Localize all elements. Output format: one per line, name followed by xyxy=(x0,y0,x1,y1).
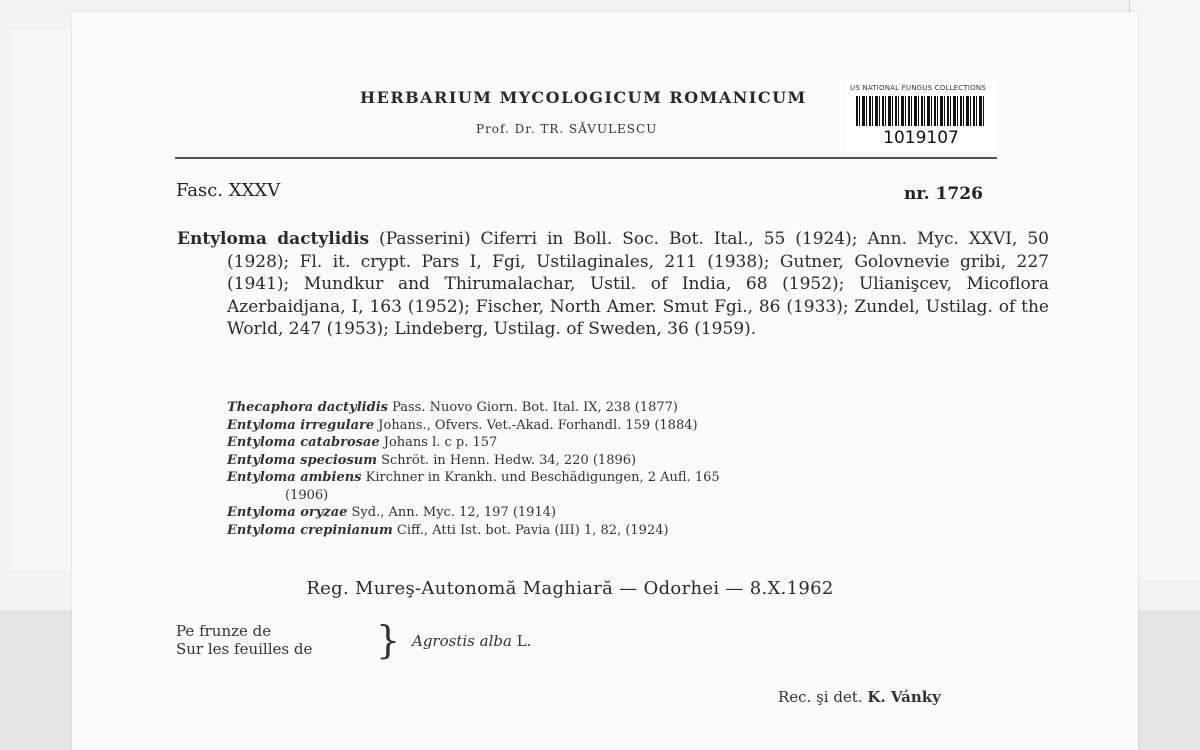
host-author: L. xyxy=(511,632,532,650)
synonym-list xyxy=(227,399,999,539)
synonym-reference: Ciff., Atti Ist. bot. Pavia (III) 1, 82, (1924) xyxy=(392,522,669,538)
synonym-item xyxy=(227,469,999,487)
synonym-item xyxy=(227,417,999,435)
main-entry xyxy=(177,228,1049,341)
synonym-item xyxy=(227,452,999,470)
synonym-item xyxy=(227,399,999,417)
synonym-name: Entyloma catabrosae xyxy=(227,435,380,450)
host-label-french: Sur les feuilles de xyxy=(176,640,313,658)
herbarium-director: Prof. Dr. TR. SĂVULESCU xyxy=(476,122,658,136)
header-divider xyxy=(175,157,997,159)
host-label-romanian: Pe frunze de xyxy=(176,622,272,640)
synonym-name: Thecaphora dactylidis xyxy=(227,400,388,415)
synonym-reference: Schröt. in Henn. Hedw. 34, 220 (1896) xyxy=(376,452,637,468)
host-block xyxy=(176,618,696,672)
synonym-reference: Syd., Ann. Myc. 12, 197 (1914) xyxy=(347,505,557,520)
fascicle-label: Fasc. XXXV xyxy=(176,180,281,201)
brace-icon: } xyxy=(376,618,401,662)
host-species: Agrostis alba xyxy=(412,632,512,650)
collection-locality: Reg. Mureş-Autonomă Maghiară — Odorhei — 8.X.1962 xyxy=(306,578,834,599)
synonym-reference: Johans., Ofvers. Vet.-Akad. Forhandl. 159 (1884) xyxy=(374,417,698,433)
synonym-continuation: (1906) xyxy=(285,487,329,503)
synonym-reference: Pass. Nuovo Giorn. Bot. Ital. IX, 238 (1877) xyxy=(387,400,678,415)
host-labels xyxy=(176,622,312,658)
barcode-icon xyxy=(856,96,986,126)
barcode-caption: US NATIONAL FUNGUS COLLECTIONS xyxy=(850,84,986,92)
collector-name: K. Vánky xyxy=(867,688,941,706)
synonym-name: Entyloma crepinianum xyxy=(227,522,393,538)
envelope-edge xyxy=(1129,0,1200,580)
collector-prefix: Rec. şi det. xyxy=(778,688,868,706)
synonym-name: Entyloma ambiens xyxy=(227,470,362,485)
synonym-reference: Kirchner in Krankh. und Beschädigungen, 2 Aufl. 165 xyxy=(361,470,720,485)
synonym-name: Entyloma irregulare xyxy=(227,417,375,433)
synonym-item xyxy=(227,522,999,540)
synonym-item xyxy=(227,504,999,522)
synonym-reference: Johans l. c p. 157 xyxy=(379,435,498,450)
synonym-name: Entyloma oryzae xyxy=(227,505,348,520)
species-name: Entyloma dactylidis xyxy=(177,229,370,249)
specimen-number: nr. 1726 xyxy=(904,184,983,204)
synonym-item xyxy=(227,434,999,452)
herbarium-title: HERBARIUM MYCOLOGICUM ROMANICUM xyxy=(360,88,807,107)
synonym-name: Entyloma speciosum xyxy=(227,452,377,468)
species-citation: (Passerini) Ciferri in Boll. Soc. Bot. Ital., 55 (1924); Ann. Myc. XXVI, 50 (1928); Fl. it. crypt. Pars I, Fgi, Ustilaginales, 211 (1938); Gutner, Golovnevie gribi, 227 (1941); Mundkur and Thirumalachar, Ustil. of India, 68 (1952); Ulianişcev, Micoflora Azerbaidjana, I, 163 (1952); Fischer, North Amer. Smut Fgi., 86 (1933); Zundel, Ustilag. of the World, 247 (1953); Lindeberg, Ustilag. of Sweden, 36 (1959). xyxy=(227,229,1049,339)
barcode-label xyxy=(846,80,996,152)
host-name xyxy=(412,632,531,650)
collector-line xyxy=(778,688,941,706)
barcode-number: 1019107 xyxy=(883,128,959,148)
